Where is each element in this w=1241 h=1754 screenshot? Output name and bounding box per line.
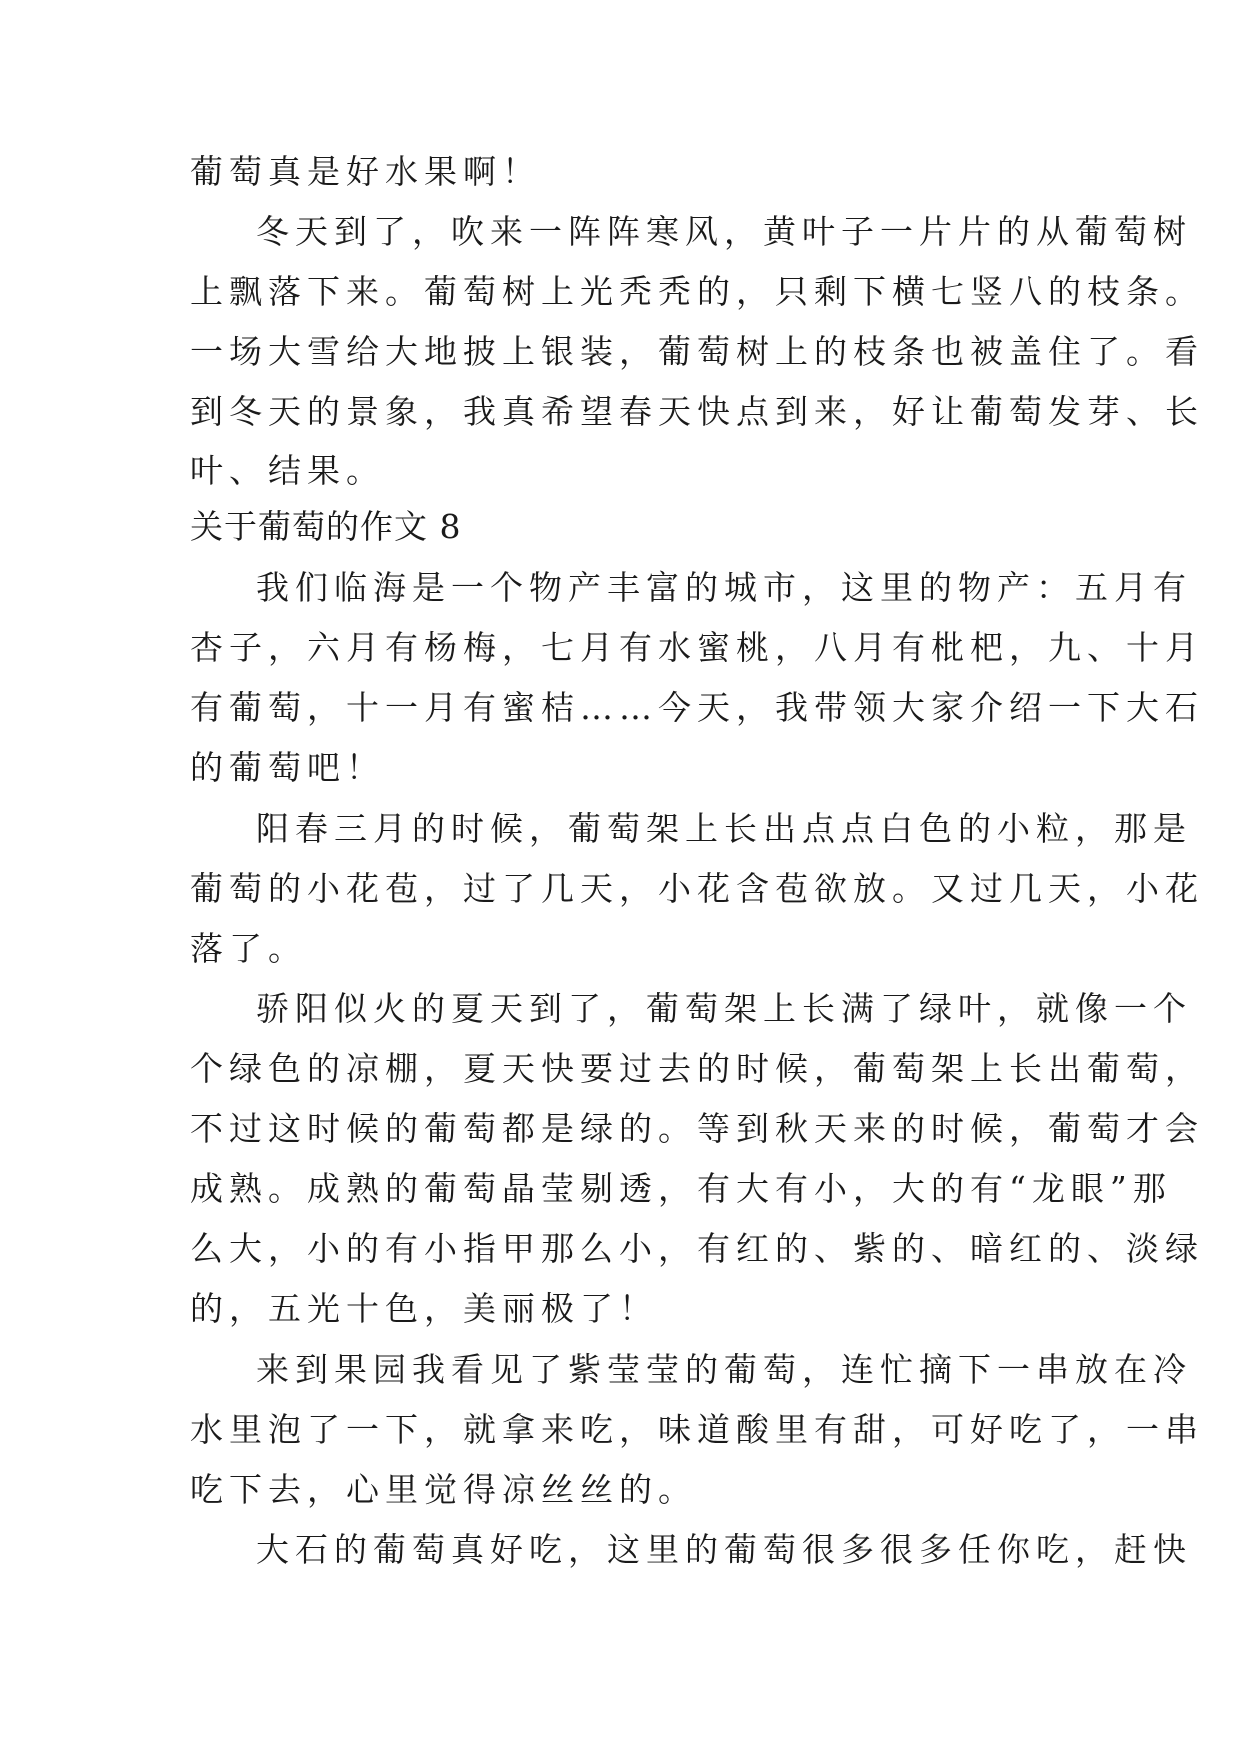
paragraph-line: 有葡萄，十一月有蜜桔……今天，我带领大家介绍一下大石 — [190, 688, 1204, 727]
paragraph-line: 不过这时候的葡萄都是绿的。等到秋天来的时候，葡萄才会 — [190, 1109, 1204, 1148]
paragraph-line: 的葡萄吧！ — [190, 748, 385, 787]
paragraph-line: 到冬天的景象，我真希望春天快点到来，好让葡萄发芽、长 — [190, 392, 1204, 431]
paragraph-line: 成熟。成熟的葡萄晶莹剔透，有大有小，大的有“龙眼”那 — [190, 1169, 1172, 1208]
paragraph-line: 上飘落下来。葡萄树上光秃秃的，只剩下横七竖八的枝条。 — [190, 272, 1204, 311]
section-heading: 关于葡萄的作文 8 — [190, 507, 462, 546]
paragraph-line: 葡萄的小花苞，过了几天，小花含苞欲放。又过几天，小花 — [190, 869, 1204, 908]
paragraph-line: 来到果园我看见了紫莹莹的葡萄，连忙摘下一串放在冷 — [256, 1350, 1192, 1389]
paragraph-line: 落了。 — [190, 929, 307, 968]
paragraph-line: 吃下去，心里觉得凉丝丝的。 — [190, 1470, 697, 1509]
paragraph-line: 阳春三月的时候，葡萄架上长出点点白色的小粒，那是 — [256, 809, 1192, 848]
paragraph-line: 一场大雪给大地披上银装，葡萄树上的枝条也被盖住了。看 — [190, 332, 1204, 371]
paragraph-line: 个绿色的凉棚，夏天快要过去的时候，葡萄架上长出葡萄， — [190, 1049, 1204, 1088]
paragraph-line: 叶、结果。 — [190, 451, 385, 490]
paragraph-line: 冬天到了，吹来一阵阵寒风，黄叶子一片片的从葡萄树 — [256, 212, 1192, 251]
paragraph-line: 我们临海是一个物产丰富的城市，这里的物产：五月有 — [256, 568, 1192, 607]
paragraph-line: 水里泡了一下，就拿来吃，味道酸里有甜，可好吃了，一串 — [190, 1410, 1204, 1449]
paragraph-line: 杏子，六月有杨梅，七月有水蜜桃，八月有枇杷，九、十月 — [190, 628, 1204, 667]
paragraph-line: 的，五光十色，美丽极了！ — [190, 1289, 658, 1328]
paragraph-line: 葡萄真是好水果啊！ — [190, 152, 541, 191]
paragraph-line: 么大，小的有小指甲那么小，有红的、紫的、暗红的、淡绿 — [190, 1229, 1204, 1268]
paragraph-line: 大石的葡萄真好吃，这里的葡萄很多很多任你吃，赶快 — [256, 1530, 1192, 1569]
paragraph-line: 骄阳似火的夏天到了，葡萄架上长满了绿叶，就像一个 — [256, 989, 1192, 1028]
